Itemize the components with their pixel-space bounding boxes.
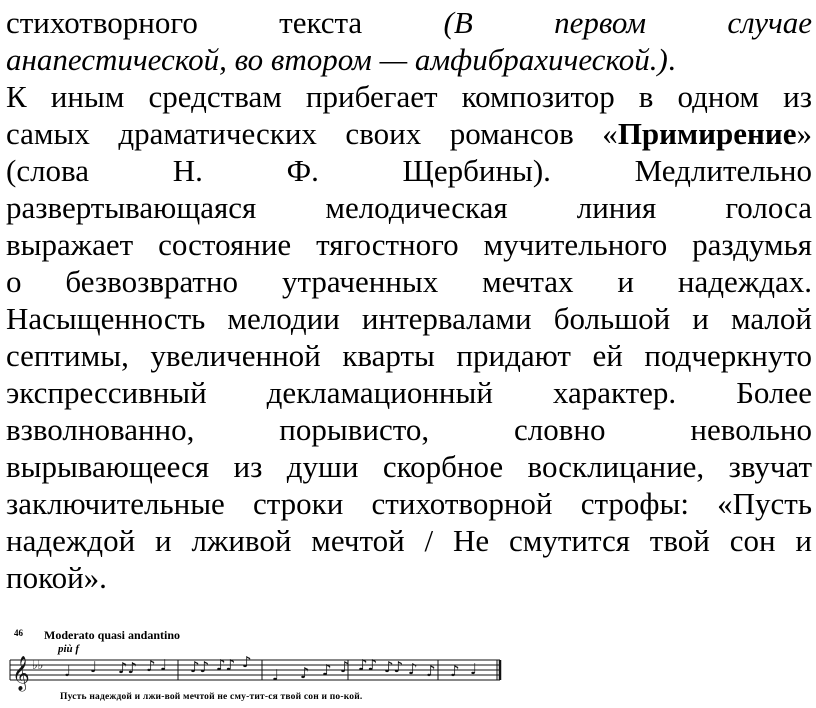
svg-text:♩: ♩ [64, 662, 72, 680]
treble-clef-icon: 𝄞 [12, 656, 30, 691]
svg-text:♩: ♩ [272, 666, 280, 684]
score-lyrics: Пусть надеждой и лжи-вой мечтой не сму-тит-ся твой сон и по-кой. [60, 692, 363, 702]
svg-text:♪: ♪ [146, 657, 156, 675]
svg-text:♪♪: ♪♪ [358, 656, 378, 674]
text-line-6: развертывающаяся мелодическая линия голоса [6, 190, 812, 225]
text-line-13: вырывающееся из души скорбное восклицание, звучат [6, 449, 812, 484]
tempo-marking: Moderato quasi andantino [44, 628, 181, 642]
text-line-3: К иным средствам прибегает композитор в одном из [6, 79, 812, 114]
svg-text:♩: ♩ [90, 658, 98, 676]
text-line-1: стихотворного текста (В первом случае [6, 5, 812, 40]
text-line-4: самых драматических своих романсов «Примирение» [6, 116, 812, 151]
example-number: 46 [14, 628, 23, 638]
text-line-16: покой». [6, 560, 107, 595]
text-line-9: Насыщенность мелодии интервалами большой и малой [6, 301, 812, 336]
text-line-15: надеждой и лживой мечтой / Не смутится твой сон и [6, 523, 812, 558]
music-staff [0, 654, 816, 694]
document-page [6, 4, 812, 596]
text-line-7: выражает состояние тягостного мучительного раздумья [6, 227, 812, 262]
svg-text:♩: ♩ [470, 660, 478, 678]
svg-text:♪♪: ♪♪ [190, 658, 210, 676]
text-line-11: экспрессивный декламационный характер. Более [6, 375, 812, 410]
svg-text:♪: ♪ [340, 658, 350, 676]
text-line-5: (слова Н. Ф. Щербины). Медлительно [6, 153, 812, 188]
svg-text:♪: ♪ [426, 662, 436, 680]
text-line-8: о безвозвратно утраченных мечтах и надеждах. [6, 264, 812, 299]
svg-text:♪: ♪ [450, 662, 460, 680]
svg-text:♪: ♪ [408, 660, 418, 678]
svg-text:♪: ♪ [322, 661, 332, 679]
flat-icon: ♭♭ [32, 658, 44, 672]
svg-text:♪: ♪ [242, 654, 252, 671]
romance-title: Примирение [617, 116, 797, 151]
text-line-12: взволнованно, порывисто, словно невольно [6, 412, 812, 447]
svg-text:♩: ♩ [160, 656, 168, 674]
text-line-10: септимы, увеличенной кварты придают ей подчеркнуто [6, 338, 812, 373]
svg-text:♪: ♪ [300, 664, 310, 682]
text-line-2: анапестической, во втором — амфибрахической.). [6, 42, 676, 77]
dynamic-marking: più f [58, 643, 80, 655]
text-line-14: заключительные строки стихотворной строфы: «Пусть [6, 486, 812, 521]
svg-text:♪♪: ♪♪ [384, 658, 404, 676]
svg-text:♪♪: ♪♪ [216, 656, 236, 674]
svg-text:♪♪: ♪♪ [118, 659, 138, 677]
music-excerpt [0, 626, 816, 708]
